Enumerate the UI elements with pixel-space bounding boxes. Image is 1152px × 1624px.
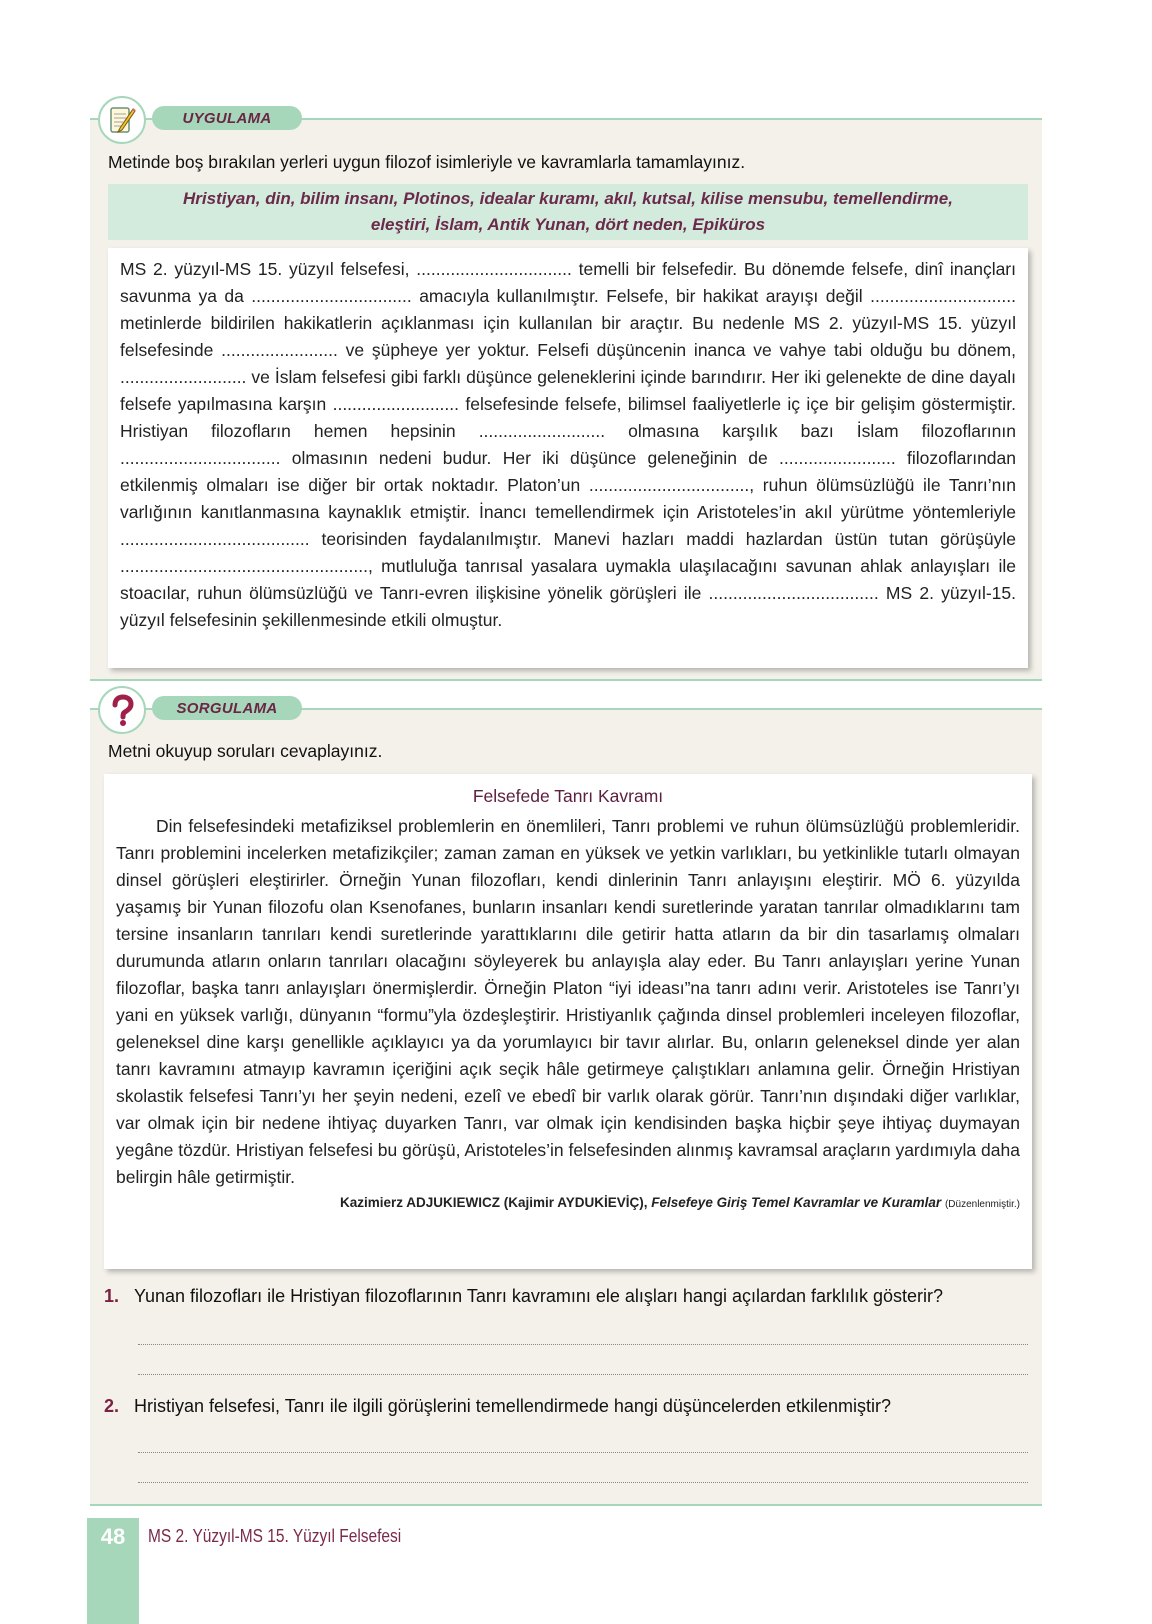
question-mark-icon: [105, 693, 139, 727]
source-note: (Düzenlenmiştir.): [944, 1199, 1020, 1210]
sorgulama-instruction: Metni okuyup soruları cevaplayınız.: [108, 741, 383, 761]
source-book: Felsefeye Giriş Temel Kavramlar ve Kuramlar: [651, 1195, 942, 1210]
article-card: [104, 774, 1032, 1269]
section-bottom-rule: [90, 1504, 1042, 1506]
sorgulama-label: SORGULAMA: [152, 696, 302, 720]
answer-line[interactable]: [138, 1452, 1028, 1453]
source-author: Kazimierz ADJUKIEWICZ (Kajimir AYDUKİEVİÇ),: [339, 1195, 648, 1210]
article-source: [116, 1195, 1020, 1210]
question-2: [104, 1396, 891, 1417]
uygulama-instruction: Metinde boş bırakılan yerleri uygun filozof isimleriyle ve kavramlarla tamamlayınız.: [108, 152, 746, 172]
uygulama-label: UYGULAMA: [152, 106, 302, 130]
question-number: 1.: [104, 1286, 120, 1306]
word-bank-line-2: eleştiri, İslam, Antik Yunan, dört neden, Epiküros: [370, 215, 766, 234]
article-title: Felsefede Tanrı Kavramı: [472, 786, 664, 806]
question-text: Hristiyan felsefesi, Tanrı ile ilgili görüşlerini temellendirmede hangi düşüncelerden etkilenmiştir?: [134, 1396, 892, 1416]
page-number: 48: [100, 1524, 126, 1549]
question-text: Yunan filozofları ile Hristiyan filozoflarının Tanrı kavramını ele alışları hangi açılardan farklılık gösterir?: [134, 1286, 944, 1306]
answer-line[interactable]: [138, 1482, 1028, 1483]
sorgulama-section: [90, 708, 1042, 1506]
running-title: MS 2. Yüzyıl-MS 15. Yüzyıl Felsefesi: [148, 1526, 402, 1546]
fill-in-text-card: [108, 248, 1028, 668]
answer-line[interactable]: [138, 1344, 1028, 1345]
uygulama-section: [90, 118, 1042, 681]
word-bank: [108, 184, 1028, 240]
word-bank-line-1: Hristiyan, din, bilim insanı, Plotinos, idealar kuramı, akıl, kutsal, kilise mensubu, temellendirme,: [183, 189, 953, 208]
fill-in-text: MS 2. yüzyıl-MS 15. yüzyıl felsefesi, ................................ temelli bir felsefedir. Bu dönemde felsefe, dinî inançları savunma ya da ................................. amacıyla kullanılmıştır. Felsefe, bir hakikat arayışı değil .............................. metinlerde bildirilen hakikatlerin açıklanması için kullanılan bir araçtır. Bu nedenle MS 2. yüzyıl-MS 15. yüzyıl felsefesinde ........................ ve şüpheye yer yoktur. Felsefi düşüncenin inanca ve vahye tabi olduğu bu dönem, .......................... ve İslam felsefesi gibi farklı düşünce geleneklerini içinde barındırır. Her iki gelenekte de dine dayalı felsefe yapılmasına karşın .......................... felsefesinde felsefe, bilimsel faaliyetlerle iç içe bir gelişim göstermiştir. Hristiyan filozofların hemen hepsinin .......................... olmasına karşılık bazı İslam filozoflarının ................................. olmasının nedeni budur. Her iki düşünce geleneğinin de ........................ filozoflarından etkilenmiş olmaları ise diğer bir ortak noktadır. Platon’un ................................., ruhun ölümsüzlüğü ile Tanrı’nın varlığının kanıtlanmasına kaynaklık etmiştir. İnancı temellendirmek için Aristoteles’in akıl yürütme yöntemleriyle ....................................... teorisinden faydalanılmıştır. Manevi hazları maddi hazlardan üstün tutan görüşüyle ..................................................., mutluluğa tanrısal yasalara uymakla ulaşılacağını savunan ahlak anlayışları ile stoacılar, ruhun ölümsüzlüğü ve Tanrı-evren ilişkisine yönelik görüşleri ile ................................... MS 2. yüzyıl-15. yüzyıl felsefesinin şekillenmesinde etkili olmuştur.: [120, 259, 1016, 630]
notepad-pencil-icon: [105, 103, 139, 137]
uygulama-badge-circle: [98, 96, 146, 144]
question-1: [104, 1286, 943, 1307]
section-bottom-rule: [90, 679, 1042, 681]
question-number: 2.: [104, 1396, 120, 1416]
answer-line[interactable]: [138, 1374, 1028, 1375]
sorgulama-badge-circle: [98, 686, 146, 734]
article-body: Din felsefesindeki metafiziksel problemlerin en önemlileri, Tanrı problemi ve ruhun ölümsüzlüğü problemleridir. Tanrı problemini incelerken metafizikçiler; zaman zaman en yüksek ve yetkin varlıkları, bu yetkinlikle tutarlı olmayan dinsel görüşleri eleştirirler. Örneğin Yunan filozofları, kendi dinlerinin Tanrı anlayışını eleştirir. MÖ 6. yüzyılda yaşamış bir Yunan filozofu olan Ksenofanes, bunların insanları kendi suretlerinde yaratan tanrılar olmadıklarını tam tersine insanların tanrıları kendi suretlerinde yarattıklarını dile getirir hatta atların da bir din tasarlamış olmaları durumunda atların onların tanrıları olacağını söyleyerek bu anlayışla alay eder. Bu Tanrı anlayışları yerine Yunan filozoflar, başka tanrı anlayışları önermişlerdir. Örneğin Platon “iyi ideası”na tanrı adını verir. Aristoteles ise Tanrı’yı yani en yüksek varlığı, dünyanın “formu”yla özdeşleştirir. Hristiyanlık çağında dinsel problemleri inceleyen filozoflar, geleneksel dine karşı genellikle açıklayıcı ya da yorumlayıcı bir tavır alırlar. Bu, onların geleneksel dinde yer alan tanrı kavramını atmayıp kavramın içeriğini açık seçik hâle getirmeye çalıştıkları anlamına gelir. Örneğin Hristiyan skolastik felsefesi Tanrı’yı her şeyin nedeni, ezelî ve ebedî bir varlık olarak görür. Tanrı’nın dışındaki diğer varlıklar, var olmak için bir nedene ihtiyaç duyarken Tanrı, var olmak için kendisinden başka hiçbir şeye ihtiyaç duymayan yegâne tözdür. Hristiyan felsefesi bu görüşü, Aristoteles’in felsefesinden alınmış kavramsal araçların yardımıyla daha belirgin hâle getirmiştir.: [116, 816, 1020, 1187]
